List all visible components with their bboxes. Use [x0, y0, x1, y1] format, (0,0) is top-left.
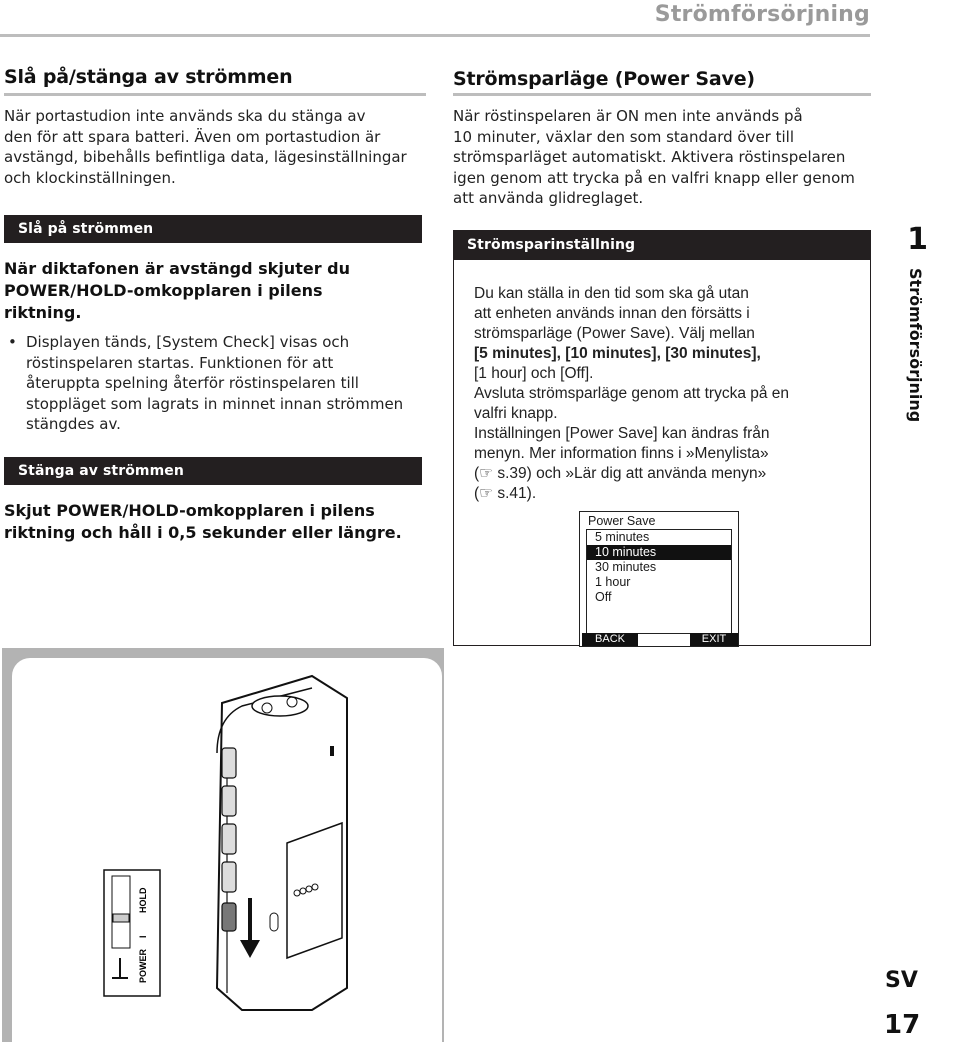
right-title-rule: [453, 93, 871, 96]
power-off-heading-bar: Stänga av strömmen: [4, 457, 422, 485]
lcd-option-selected[interactable]: 10 minutes: [587, 545, 731, 560]
switch-label-power: POWER: [138, 948, 148, 983]
header-rule: [0, 34, 870, 37]
power-save-setting-bar: Strömsparinställning: [453, 230, 871, 260]
switch-label-mark: I: [138, 935, 148, 938]
device-illustration: [2, 648, 444, 1042]
power-on-instruction: När diktafonen är avstängd skjuter du POWER/HOLD-omkopplaren i pilens riktning.: [4, 259, 350, 322]
right-section-title: Strömsparläge (Power Save): [453, 68, 755, 90]
left-intro: När portastudion inte används ska du stänga av den för att spara batteri. Även om portastudion är avstängd, bibehålls befintliga data, lägesinställningar och klockinställningen.: [4, 107, 407, 187]
right-intro: När röstinspelaren är ON men inte används på 10 minuter, växlar den som standard över till strömsparläget automatiskt. Aktivera röstinspelaren igen genom att trycka på en valfri knapp eller genom att använda glidreglaget.: [453, 107, 855, 207]
lcd-power-save-menu: [579, 511, 739, 647]
lcd-option[interactable]: 30 minutes: [595, 560, 657, 574]
power-on-bullet: • Displayen tänds, [System Check] visas och röstinspelaren startas. Funktionen för att återuppta spelning återför röstinspelaren till stoppläget som lagrats in minnet innan strömmen stängdes av.: [4, 332, 434, 435]
left-section-title: Slå på/stänga av strömmen: [4, 66, 293, 88]
running-head: Strömförsörjning: [654, 2, 870, 27]
lcd-exit-button[interactable]: EXIT: [690, 633, 738, 646]
power-on-heading-bar: Slå på strömmen: [4, 215, 422, 243]
power-off-instruction: Skjut POWER/HOLD-omkopplaren i pilens riktning och håll i 0,5 sekunder eller längre.: [4, 501, 402, 542]
lcd-option[interactable]: 1 hour: [595, 575, 631, 589]
lcd-option[interactable]: 5 minutes: [595, 530, 650, 544]
lcd-title: Power Save: [588, 514, 656, 528]
lcd-option[interactable]: Off: [595, 590, 612, 604]
lcd-back-button[interactable]: BACK: [582, 633, 638, 646]
lcd-option-list: [586, 529, 732, 634]
power-save-setting-text: Du kan ställa in den tid som ska gå utan att enheten används innan den försätts i strömsparläge (Power Save). Välj mellan [5 minutes], [10 minutes], [30 minutes], [1 hour] och [Off]. Avsluta strömsparläge genom att trycka på en valfri knapp. Inställningen [Power Save] kan ändras från menyn. Mer information finns i »Menylista» (☞ s.39) och »Lär dig att använda menyn» (☞ s.41).: [474, 285, 790, 502]
switch-label-hold: HOLD: [138, 887, 148, 913]
left-title-rule: [4, 93, 426, 96]
chapter-tab-label: Strömförsörjning: [906, 268, 925, 423]
language-code: SV: [885, 968, 918, 993]
chapter-number: 1: [907, 222, 928, 257]
voice-recorder-drawing: [12, 658, 442, 1042]
page-number: 17: [884, 1010, 921, 1040]
